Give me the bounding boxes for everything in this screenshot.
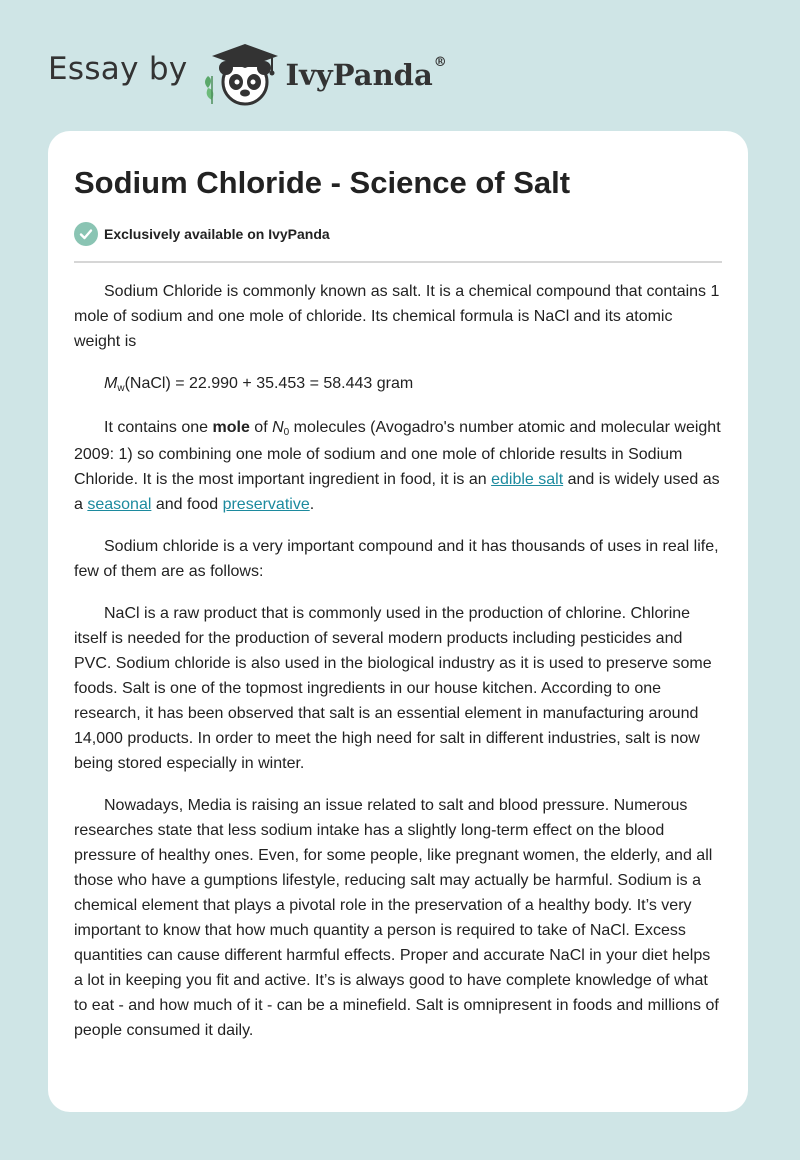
paragraph-3: Sodium chloride is a very important compound and it has thousands of uses in real life, few of them are as follows:: [74, 538, 719, 580]
paragraph-4: NaCl is a raw product that is commonly used in the production of chlorine. Chlorine itself is needed for the production of several modern products including pesticides and PVC. Sodium chloride is also used in the biological industry as it is used to preserve some foods. Salt is one of the topmost ingredients in our house kitchen. According to one research, it has been observed that salt is an essential element in manufacturing around 14,000 products. In order to meet the high need for salt in different industries, salt is now being stored especially in winter.: [74, 605, 712, 772]
paragraph-2: It contains one mole of N0 molecules (Avogadro's number atomic and molecular weight 2009: 1) so combining one mole of sodium and one mole of chloride results in Sodium Chloride. It is the most important ingredient in food, it is an edible salt and is widely used as a seasonal and food preservative.: [74, 419, 721, 513]
essay-card: [48, 131, 748, 1112]
panda-graduation-cap-logo-icon[interactable]: [198, 38, 282, 108]
essay-body: [74, 279, 722, 1060]
site-header: [48, 38, 449, 108]
formula: [74, 371, 722, 398]
page-title: Sodium Chloride - Science of Salt: [74, 165, 571, 200]
exclusive-badge: [74, 222, 330, 246]
formula-subscript: w: [117, 383, 125, 394]
exclusive-badge-label: Exclusively available on IvyPanda: [104, 226, 330, 242]
divider: [74, 261, 722, 263]
bold-term: mole: [212, 419, 250, 436]
paragraph-1: Sodium Chloride is commonly known as salt. It is a chemical compound that contains 1 mole of sodium and one mole of chloride. Its chemical formula is NaCl and its atomic weight is: [74, 283, 720, 350]
brand-prefix: Essay by: [48, 51, 188, 87]
paragraph-5: Nowadays, Media is raising an issue related to salt and blood pressure. Numerous researches state that less sodium intake has a slightly long-term effect on the blood pressure of healthy ones. Even, for some people, like pregnant women, the elderly, and all those who have a gumptions lifestyle, reducing salt may actually be harmful. Sodium is a chemical element that plays a pivotal role in the preservation of a healthy body. It’s very important to know that how much quantity a person is required to take of NaCl. Excess quantities can cause different harmful effects. Proper and accurate NaCl in your diet helps a lot in keeping you fit and active. It’s is always good to have complete knowledge of what to eat - and how much of it - can be a minefield. Salt is omnipresent in foods and millions of people consumed it daily.: [74, 797, 719, 1039]
formula-symbol: M: [104, 375, 118, 392]
link-edible-salt[interactable]: edible salt: [491, 471, 564, 488]
formula-text: (NaCl) = 22.990 + 35.453 = 58.443 gram: [124, 375, 414, 392]
check-icon: [74, 222, 98, 246]
brand-name[interactable]: IvyPanda®: [285, 55, 447, 92]
link-seasonal[interactable]: seasonal: [87, 496, 152, 513]
link-preservative[interactable]: preservative: [222, 496, 310, 513]
